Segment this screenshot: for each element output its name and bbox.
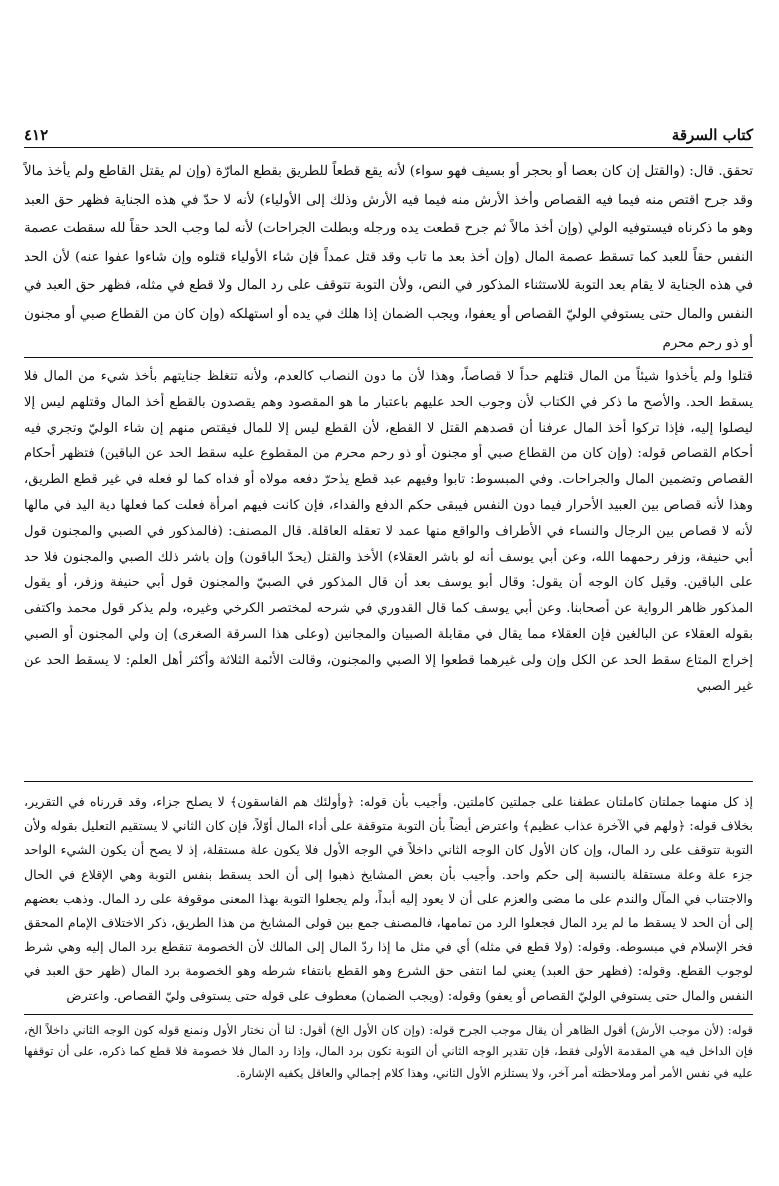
main-text-paragraph: تحقق. قال: (والقتل إن كان بعصا أو بحجر أو بسيف فهو سواء) لأنه يقع قطعاً للطريق بقطع المارّة (وإن لم يقتل القاطع ولم يأخذ مالاً وقد جرح اقتص منه فيما فيه القصاص وأخذ الأرش منه فيما فيه الأرش وذلك إلى الأولياء) لأنه لا حدّ في هذه الجناية فظهر حق العبد وهو ما ذكرناه فيستوفيه الولي (وإن أخذ مالاً ثم جرح قطعت يده ورجله وبطلت الجراحات) لأنه لما وجب الحد حقاً لله سقطت عصمة النفس حقاً للعبد كما تسقط عصمة المال (وإن أخذ بعد ما تاب وقد قتل عمداً فإن شاء الأولياء قتلوه وإن شاءوا عفوا عنه) لأن الحد في هذه الجناية لا يقام بعد التوبة للاستثناء المذكور في النص، ولأن التوبة تتوقف على رد المال ولا قطع في مثله، فظهر حق العبد في النفس والمال حتى يستوفي الوليّ القصاص أو يعفوا، ويجب الضمان إذا هلك في يده أو استهلكه (وإن كان من القطاع صبي أو مجنون أو ذو رحم محرم [24, 164, 753, 351]
page-number: ٤١٢ [24, 126, 49, 144]
section-divider-3 [24, 1014, 753, 1015]
chapter-title: كتاب السرقة [671, 126, 753, 144]
section-divider-2 [24, 781, 753, 782]
footnote-paragraph: قوله: (لأن موجب الأرش) أقول الظاهر أن يقال موجب الجرح قوله: (وإن كان الأول الخ) أقول: لنا أن نختار الأول ونمنع قوله كون الوجه الثاني داخلاً الخ، فإن الداخل فيه هي المقدمة الأولى فقط، فإن تقدير الوجه الثاني أن التوبة تكون برد المال، وإذا رد المال فلا خصومة فلا قطع كما ذكره، على أن توقفها عليه في نفس الأمر أمر وملاحظته أمر آخر، ولا يستلزم الأول الثاني، وهذا كلام إجمالي والعاقل يكفيه الإشارة. [24, 1023, 753, 1080]
explanation-section [24, 790, 753, 1008]
explanation-paragraph: إذ كل منهما جملتان كاملتان عطفنا على جملتين كاملتين. وأجيب بأن قوله: ﴿وأولئك هم الفاسقون﴾ لا يصلح جزاء، وقد قررناه في التقرير، بخلاف قوله: ﴿ولهم في الآخرة عذاب عظيم﴾ واعترض أيضاً بأن التوبة متوقفة على أداء المال أوّلاً، فإن كان الثاني لا يستقيم التعليل بقوله ولأن التوبة تتوقف على رد المال، وإن كان الأول كان الوجه الثاني داخلاً في الوجه الأول فلا يكون علة مستقلة، إذ لا يصح أن يكون الشيء الواحد جزء علة وعلة مستقلة بالنسبة إلى حكم واحد. وأجيب بأن بعض المشايخ ذهبوا إلى أن الحد يسقط بنفس التوبة وهي الإقلاع في الحال والاجتناب في المآل والندم على ما مضى والعزم على أن لا يعود إليه أبداً، ولم يجعلوا التوبة بهذا المعنى موقوفة على رد المال. وذهب بعضهم إلى أن الحد لا يسقط ما لم يرد المال فجعلوا الرد من تمامها، فالمصنف جمع بين قولى المشايخ من هذا الطريق، ذكر الاختلاف الإمام المحقق فخر الإسلام في مبسوطه. وقوله: (ولا قطع في مثله) أي في مثل ما إذا ردّ المال إلى المالك لأن الخصومة تنقطع برد المال إليه وهي شرط لوجوب القطع. وقوله: (فظهر حق العبد) يعني لما انتفى حق الشرع وهو القطع بانتفاء شرطه وهو الخصومة برد المال (ظهر حق العبد في النفس والمال حتى يستوفي الوليّ القصاص أو يعفو) وقوله: (ويجب الضمان) معطوف على قوله حتى يستوفى وليّ القصاص. واعترض [24, 794, 753, 1003]
commentary-section [24, 364, 753, 699]
main-text-section [24, 158, 753, 358]
page-header [24, 118, 753, 144]
footnote-section [24, 1020, 753, 1084]
section-divider-1 [24, 357, 753, 358]
header-rule [24, 147, 753, 148]
commentary-paragraph: قتلوا ولم يأخذوا شيئاً من المال قتلهم حداً لا قصاصاً، وهذا لأن ما دون النصاب كالعدم، ولأنه تتغلظ جنايتهم بأخذ شيء من المال فلا يسقط الحد. والأصح ما ذكر في الكتاب لأن وجوب الحد عليهم باعتبار ما هو المقصود وهم يقصدون بالقطع أخذ المال وقتلهم ليس إلا ليصلوا إليه، فإذا تركوا أخذ المال عرفنا أن قصدهم القتل لا القطع، لأن القطع ليس إلا للمال فيقتص منهم إن شاء الوليّ وتجري فيه أحكام القصاص قوله: (وإن كان من القطاع صبي أو مجنون أو ذو رحم محرم من المقطوع عليه سقط الحد عن الباقين) فتظهر أحكام القصاص وتضمين المال والجراحات. وفي المبسوط: تابوا وفيهم عبد قطع يدٰحرّ دفعه مولاه أو فداه كما لو فعله في غير قطع الطريق، وهذا لأنه قصاص بين العبيد الأحرار فيما دون النفس فيبقى حكم الدفع والفداء، فإن كانت فيهم امرأة فعلت كما فعلها دية اليد في مالها لأنه لا قصاص بين الرجال والنساء في الأطراف والواقع منها عمد لا تعقله العاقلة. قال المصنف: (فالمذكور في الصبي والمجنون قول أبي حنيفة، وزفر رحمهما الله، وعن أبي يوسف أنه لو باشر العقلاء) الأخذ والقتل (يحدّ الباقون) وإن باشر ذلك الصبي والمجنون فلا حد على الباقين. وقيل كان الوجه أن يقول: وقال أبو يوسف بعد أن قال المذكور في الصبيّ والمجنون قول أبي حنيفة وزفر، أو يقول المذكور ظاهر الرواية عن أصحابنا. وعن أبي يوسف كما قال القدوري في شرحه لمختصر الكرخي وغيره، ولم يذكر قول محمد واكتفى بقوله العقلاء عن البالغين فإن العقلاء مما يقال في مقابلة الصبيان والمجانين (وعلى هذا السرقة الصغرى) إن ولي المجنون أو الصبي إخراج المتاع سقط الحد عن الكل وإن ولى غيرهما قطعوا إلا الصبي والمجنون، وقالت الأئمة الثلاثة وأكثر أهل العلم: لا يسقط الحد عن غير الصبي [24, 369, 753, 694]
